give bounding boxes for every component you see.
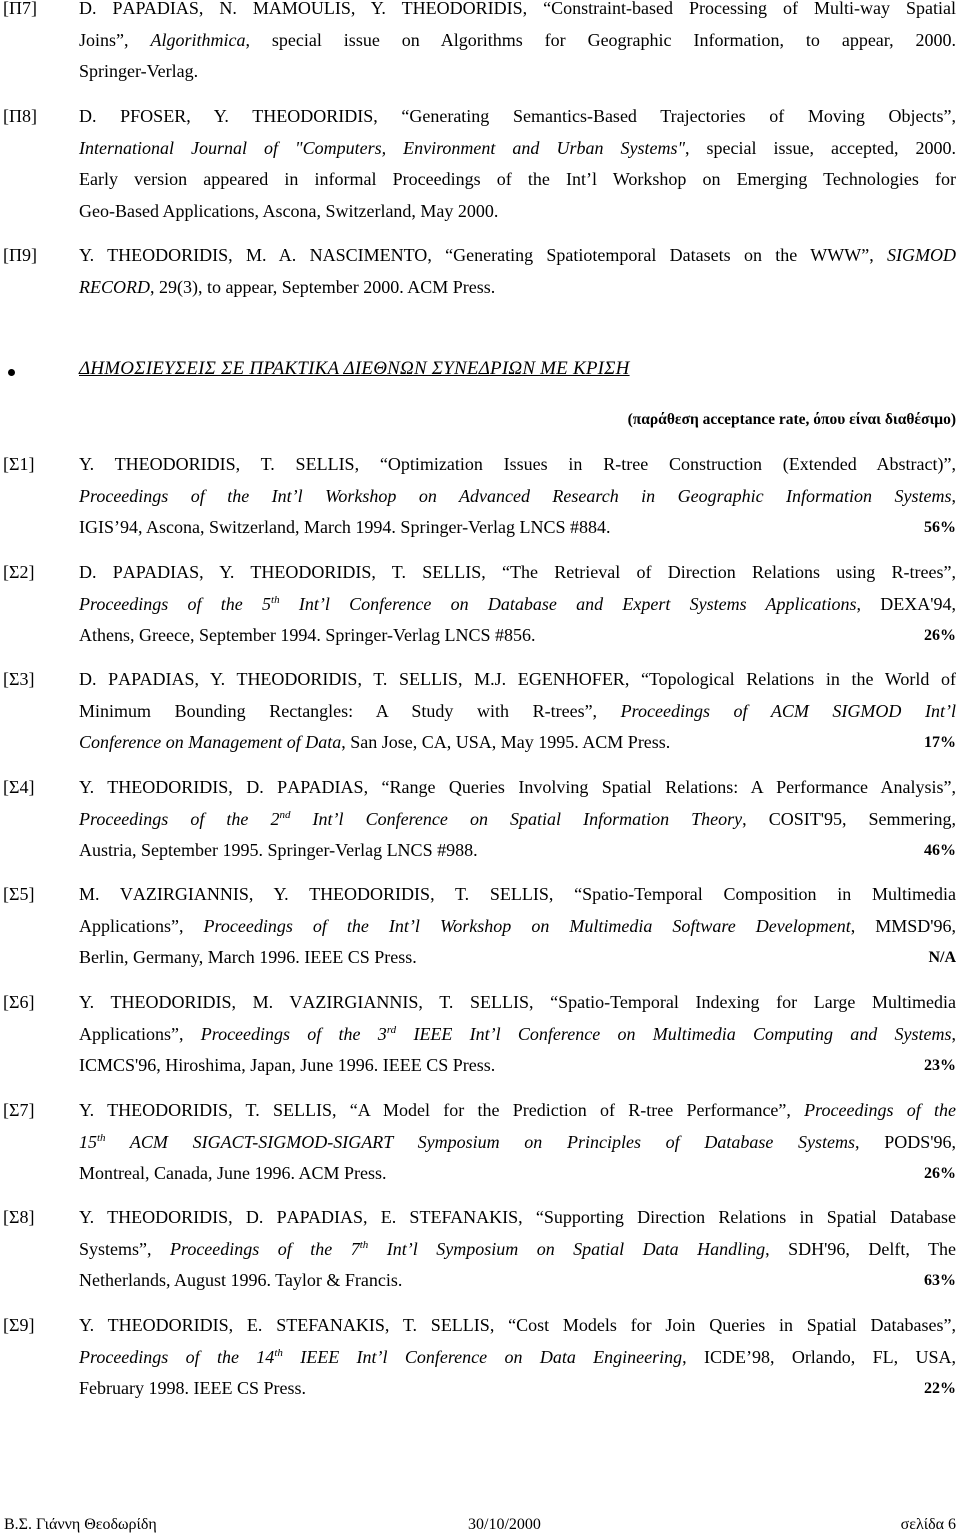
reference-text [79, 0, 956, 88]
reference-key: [Σ5] [3, 884, 35, 904]
acceptance-rate: 63% [924, 1272, 956, 1289]
reference-text [79, 449, 956, 544]
ref-line: ICMCS'96, Hiroshima, Japan, June 1996. IEEE CS Press. 23% [79, 1050, 956, 1082]
acceptance-rate: 26% [924, 1165, 956, 1182]
ref-line: Montreal, Canada, June 1996. ACM Press. 26% [79, 1158, 956, 1190]
ref-line: International Journal of "Computers, Environment and Urban Systems", special issue, accepted, 2000. [79, 137, 956, 158]
ref-line: Proceedings of the 2nd Int’l Conference on Spatial Information Theory, COSIT'95, Semmering, [79, 808, 956, 829]
reference-key: [Σ7] [3, 1100, 35, 1120]
reference-text [79, 1202, 956, 1297]
ref-line: Y. THEODORIDIS, D. PAPADIAS, E. STEFANAKIS, “Supporting Direction Relations in Spatial Database [79, 1207, 956, 1227]
reference-p7 [0, 0, 960, 88]
reference-s8 [0, 1202, 960, 1297]
ref-line: Conference on Management of Data, San Jose, CA, USA, May 1995. ACM Press. 17% [79, 727, 956, 759]
ref-line: Proceedings of the 14th IEEE Int’l Conference on Data Engineering, ICDE’98, Orlando, FL, USA, [79, 1346, 956, 1367]
ref-line: RECORD, 29(3), to appear, September 2000. ACM Press. [79, 276, 496, 297]
footer-author: Β.Σ. Γιάννη Θεοδωρίδη [4, 1516, 157, 1533]
reference-text [79, 1310, 956, 1405]
reference-p9 [0, 240, 960, 303]
ref-line: D. PFOSER, Y. THEODORIDIS, “Generating Semantics-Based Trajectories of Moving Objects”, [79, 106, 957, 126]
ref-line: Minimum Bounding Rectangles: A Study with R-trees”, Proceedings of ACM SIGMOD Int’l [79, 700, 956, 721]
reference-text [79, 772, 956, 867]
ref-line: Y. THEODORIDIS, T. SELLIS, “Optimization Issues in R-tree Construction (Extended Abstract)”, [79, 454, 956, 474]
reference-key: [Σ3] [3, 669, 35, 689]
ref-line: Geo-Based Applications, Ascona, Switzerland, May 2000. [79, 200, 499, 221]
ref-line: D. PAPADIAS, Y. THEODORIDIS, T. SELLIS, “The Retrieval of Direction Relations using R-trees”, [79, 562, 956, 582]
reference-text [79, 987, 956, 1082]
ref-line: Springer-Verlag. [79, 61, 199, 81]
footer-date: 30/10/2000 [468, 1516, 541, 1533]
ref-line: Berlin, Germany, March 1996. IEEE CS Press. N/A [79, 942, 956, 974]
reference-s9 [0, 1310, 960, 1405]
reference-text [79, 879, 956, 974]
footer-page-number: σελίδα 6 [900, 1516, 956, 1533]
ref-line: Austria, September 1995. Springer-Verlag LNCS #988. 46% [79, 835, 956, 867]
ref-line: D. PAPADIAS, N. MAMOULIS, Y. THEODORIDIS, “Constraint-based Processing of Multi-way Spatial [79, 0, 956, 18]
acceptance-rate: N/A [928, 949, 956, 966]
ref-line: Y. THEODORIDIS, T. SELLIS, “A Model for the Prediction of R-tree Performance”, Proceedings of the [79, 1100, 956, 1120]
reference-s6 [0, 987, 960, 1082]
reference-text [79, 101, 956, 227]
reference-key: [Σ2] [3, 562, 35, 582]
reference-text [79, 240, 956, 303]
acceptance-rate: 17% [924, 734, 956, 751]
ref-line: Y. THEODORIDIS, M. A. NASCIMENTO, “Generating Spatiotemporal Datasets on the WWW”, SIGMOD [79, 245, 957, 265]
reference-text [79, 664, 956, 759]
ref-line: Y. THEODORIDIS, M. VAZIRGIANNIS, T. SELLIS, “Spatio-Temporal Indexing for Large Multimedia [79, 992, 956, 1012]
reference-key: [Σ9] [3, 1315, 35, 1335]
reference-s5 [0, 879, 960, 974]
ref-line: M. VAZIRGIANNIS, Y. THEODORIDIS, T. SELLIS, “Spatio-Temporal Composition in Multimedia [79, 884, 956, 904]
reference-key: [Σ1] [3, 454, 35, 474]
acceptance-rate-note: (παράθεση acceptance rate, όπου είναι διαθέσιμο) [627, 411, 956, 428]
reference-text [79, 1095, 956, 1190]
acceptance-rate: 46% [924, 842, 956, 859]
ref-line: D. PAPADIAS, Y. THEODORIDIS, T. SELLIS, M.J. EGENHOFER, “Topological Relations in the World of [79, 669, 956, 689]
reference-key: [Π9] [3, 245, 37, 265]
ref-line: IGIS’94, Ascona, Switzerland, March 1994. Springer-Verlag LNCS #884. 56% [79, 512, 956, 544]
ref-line: February 1998. IEEE CS Press. 22% [79, 1373, 956, 1405]
page-footer [0, 1516, 960, 1538]
reference-s1 [0, 449, 960, 544]
ref-line: Athens, Greece, September 1994. Springer-Verlag LNCS #856. 26% [79, 620, 956, 652]
ref-line: Y. THEODORIDIS, D. PAPADIAS, “Range Queries Involving Spatial Relations: A Performance Analysis”, [79, 777, 956, 797]
ref-line: Applications”, Proceedings of the 3rd IEEE Int’l Conference on Multimedia Computing and Systems, [79, 1023, 956, 1044]
ref-line: 15th ACM SIGACT-SIGMOD-SIGART Symposium on Principles of Database Systems, PODS'96, [79, 1131, 957, 1152]
reference-key: [Σ8] [3, 1207, 35, 1227]
ref-line: Early version appeared in informal Proceedings of the Int’l Workshop on Emerging Technologies for [79, 169, 956, 189]
reference-key: [Σ4] [3, 777, 35, 797]
reference-p8 [0, 101, 960, 227]
reference-s2 [0, 557, 960, 652]
reference-text [79, 557, 956, 652]
ref-line: Joins”, Algorithmica, special issue on Algorithms for Geographic Information, to appear, 2000. [79, 29, 957, 50]
bullet-icon [8, 369, 15, 376]
reference-key: [Π8] [3, 106, 37, 126]
ref-line: Y. THEODORIDIS, E. STEFANAKIS, T. SELLIS, “Cost Models for Join Queries in Spatial Databases”, [79, 1315, 956, 1335]
reference-s7 [0, 1095, 960, 1190]
ref-line: Systems”, Proceedings of the 7th Int’l Symposium on Spatial Data Handling, SDH'96, Delft, The [79, 1238, 956, 1259]
acceptance-rate: 23% [924, 1057, 956, 1074]
acceptance-rate: 22% [924, 1380, 956, 1397]
acceptance-rate: 26% [924, 627, 956, 644]
reference-s4 [0, 772, 960, 867]
ref-line: Netherlands, August 1996. Taylor & Francis. 63% [79, 1265, 956, 1297]
ref-line: Applications”, Proceedings of the Int’l Workshop on Multimedia Software Development, MMSD'96, [79, 915, 957, 936]
ref-line: Proceedings of the Int’l Workshop on Advanced Research in Geographic Information Systems, [79, 485, 956, 506]
section-title: ΔΗΜΟΣΙΕΥΣΕΙΣ ΣΕ ΠΡΑΚΤΙΚΑ ΔΙΕΘΝΩΝ ΣΥΝΕΔΡΙΩΝ ΜΕ ΚΡΙΣΗ [79, 358, 630, 379]
reference-key: [Σ6] [3, 992, 35, 1012]
acceptance-rate: 56% [924, 519, 956, 536]
reference-s3 [0, 664, 960, 759]
reference-key: [Π7] [3, 0, 37, 18]
ref-line: Proceedings of the 5th Int’l Conference on Database and Expert Systems Applications, DEXA'94, [79, 593, 956, 614]
section-heading [0, 356, 960, 388]
